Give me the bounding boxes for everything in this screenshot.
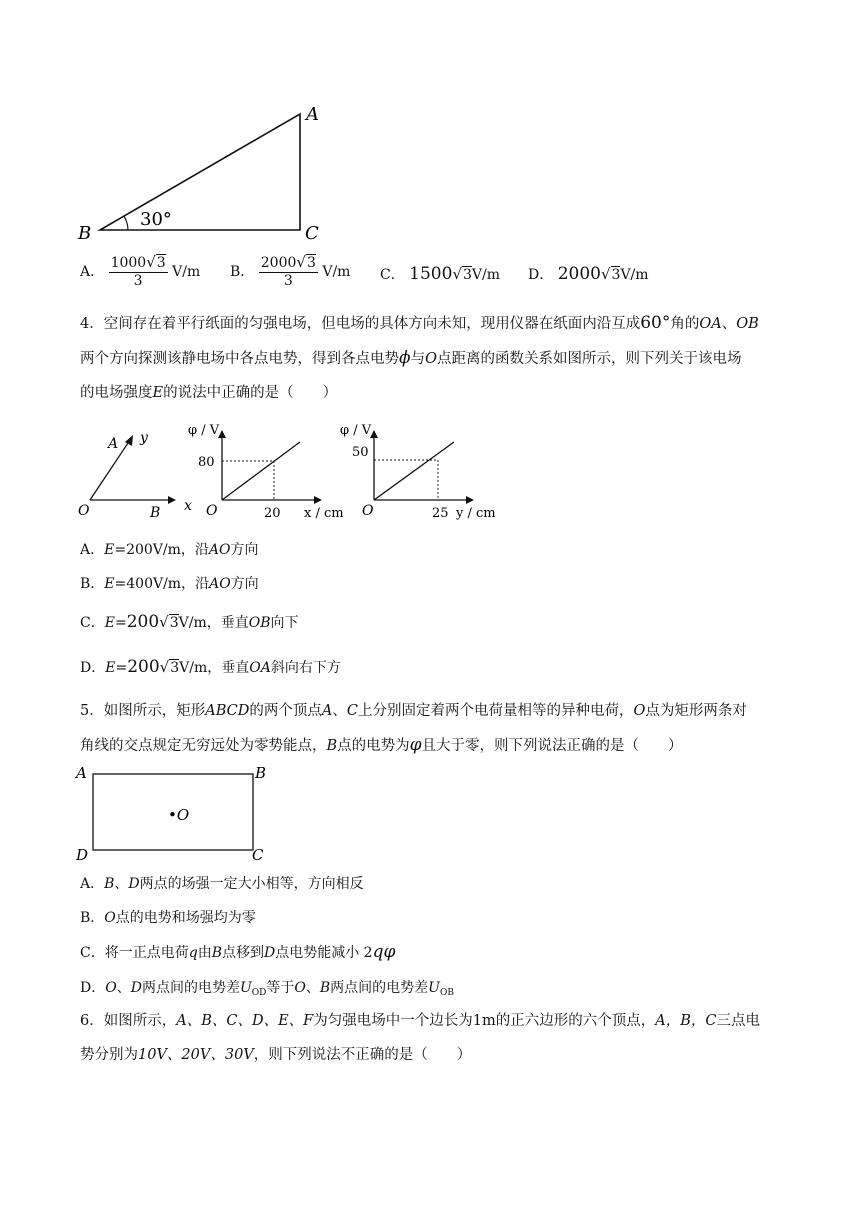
q4-stem: [80, 306, 780, 410]
q4-line-1: 4．空间存在着平行纸面的匀强电场，但电场的具体方向未知，现用仪器在纸面内沿互成60°角的OA、OB: [80, 313, 759, 333]
q6-stem: [80, 1004, 780, 1072]
q5-fig-label-B: B: [255, 764, 267, 782]
q3-option-a-fraction: $\frac{1000√3}{3}$: [110, 253, 166, 289]
q4-graph-y: [338, 420, 508, 524]
q5-fig-label-D: D: [76, 846, 89, 864]
q6-line-2: 势分别为10V、20V、30V，则下列说法不正确的是（ ）: [80, 1047, 472, 1063]
q3-option-a: A． $\frac{1000√3}{3}$ V/m: [80, 253, 201, 289]
q3-label-A: A: [306, 104, 319, 125]
q5-line-1: 5．如图所示，矩形ABCD的两个顶点A、C上分别固定着两个电荷量相等的异种电荷，O点为矩形两条对: [80, 703, 747, 719]
q3-triangle-figure: [70, 100, 350, 245]
q5-stem: [80, 694, 780, 763]
q4-graph-y-line: [374, 442, 454, 500]
q4-line-2: 两个方向探测该静电场中各点电势，得到各点电势ϕ与O点距离的函数关系如图所示，则下列关于该电场: [80, 348, 742, 368]
q5-option-c: C．将一正点电荷q由B点移到D点电势能减小 2qφ: [80, 942, 396, 962]
q3-option-b-fraction: $\frac{2000√3}{3}$: [260, 253, 316, 289]
q5-option-a: A．B、D两点的场强一定大小相等，方向相反: [80, 876, 364, 892]
q4-fig-label-B: B: [150, 505, 161, 520]
q4-graph-x-xlabel: x / cm: [304, 506, 344, 521]
q4-graph-y-xval: 25: [432, 506, 449, 521]
q4-graph-x-xval: 20: [264, 506, 281, 521]
q5-option-d: D．O、D两点间的电势差$U_{OD}$等于O、B两点间的电势差$U_{OB}$: [80, 980, 454, 998]
q5-fig-label-C: C: [252, 846, 264, 864]
q4-graph-x-ylabel: φ / V: [188, 423, 220, 438]
q5-option-b: B．O点的电势和场强均为零: [80, 910, 256, 926]
q3-option-c: C． 1500√3V/m: [380, 264, 501, 284]
q4-graph-x: [186, 420, 356, 524]
q4-graph-x-line: [222, 442, 300, 500]
q6-line-1: 6．如图所示，A、B、C、D、E、F为匀强电场中一个边长为1m的正六边形的六个顶点，A，B，C三点电: [80, 1013, 760, 1029]
q4-fig-label-x: x: [184, 498, 192, 514]
q5-fig-label-A: A: [76, 764, 87, 782]
q4-option-c: C．E=200√3V/m，垂直OB向下: [80, 612, 299, 632]
q3-option-b: B． $\frac{2000√3}{3}$ V/m: [230, 253, 351, 289]
q4-graph-y-origin: O: [362, 503, 374, 519]
q5-fig-label-O: •O: [168, 806, 190, 824]
q4-option-b: B．E=400V/m，沿AO方向: [80, 576, 259, 592]
q4-axes-figure: [72, 420, 202, 520]
q4-option-a: A．E=200V/m，沿AO方向: [80, 542, 259, 558]
q4-graph-y-yval: 50: [352, 445, 369, 460]
q3-angle-label: 30°: [140, 209, 172, 230]
q5-rectangle-figure: [72, 760, 282, 864]
q4-fig-label-O: O: [78, 503, 90, 519]
q4-line-3: 的电场强度E的说法中正确的是（ ）: [80, 385, 338, 401]
q5-line-2: 角线的交点规定无穷远处为零势能点，B点的电势为φ且大于零，则下列说法正确的是（ ）: [80, 735, 683, 755]
q4-option-d: D．E=200√3V/m，垂直OA斜向右下方: [80, 657, 341, 677]
q4-fig-label-y: y: [140, 430, 148, 446]
q4-graph-y-xlabel: y / cm: [456, 506, 496, 521]
q4-graph-y-ylabel: φ / V: [340, 423, 372, 438]
q3-label-C: C: [305, 223, 319, 244]
q4-fig-label-A: A: [108, 436, 119, 452]
q3-label-B: B: [78, 223, 92, 244]
q4-graph-x-origin: O: [206, 503, 218, 519]
q3-option-d: D． 2000√3V/m: [528, 264, 649, 284]
q4-graph-x-yval: 80: [198, 455, 215, 470]
